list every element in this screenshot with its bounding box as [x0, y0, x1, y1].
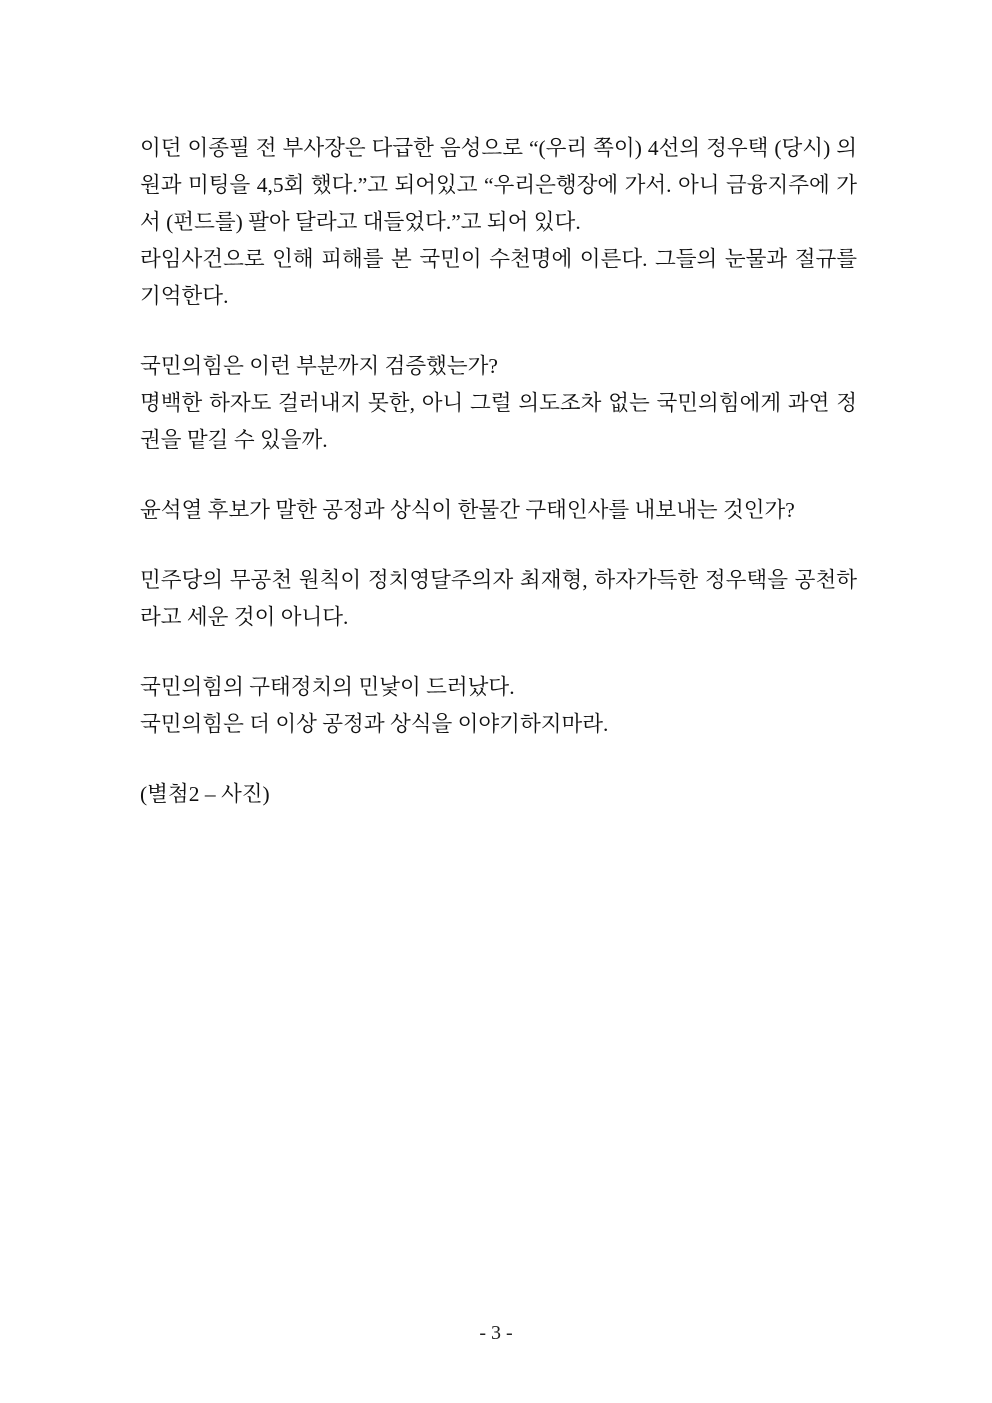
- paragraph-spacer: [140, 636, 857, 669]
- paragraph-spacer: [140, 743, 857, 776]
- paragraph-spacer: [140, 529, 857, 562]
- paragraph-8: 국민의힘은 더 이상 공정과 상식을 이야기하지마라.: [140, 711, 609, 736]
- paragraph-3: 국민의힘은 이런 부분까지 검증했는가?: [140, 353, 498, 378]
- page-number-footer: - 3 -: [479, 1322, 513, 1344]
- document-body: [140, 130, 863, 813]
- paragraph-6: 민주당의 무공천 원칙이 정치영달주의자 최재형, 하자가득한 정우택을 공천하라고 세운 것이 아니다.: [140, 567, 857, 629]
- paragraph-spacer: [140, 315, 857, 348]
- paragraph-2: 라임사건으로 인해 피해를 본 국민이 수천명에 이른다. 그들의 눈물과 절규를 기억한다.: [140, 246, 863, 308]
- paragraph-1: 이던 이종필 전 부사장은 다급한 음성으로 “(우리 쪽이) 4선의 정우택 (당시) 의원과 미팅을 4,5회 했다.”고 되어있고 “우리은행장에 가서. 아니 금융지주에 가서 (펀드를) 팔아 달라고 대들었다.”고 되어 있다.: [140, 136, 857, 234]
- paragraph-9-attachment-note: (별첨2 – 사진): [140, 781, 270, 806]
- paragraph-spacer: [140, 459, 857, 492]
- paragraph-7: 국민의힘의 구태정치의 민낯이 드러났다.: [140, 674, 515, 699]
- paragraph-5: 윤석열 후보가 말한 공정과 상식이 한물간 구태인사를 내보내는 것인가?: [140, 497, 795, 522]
- paragraph-4: 명백한 하자도 걸러내지 못한, 아니 그럴 의도조차 없는 국민의힘에게 과연 정권을 맡길 수 있을까.: [140, 390, 857, 452]
